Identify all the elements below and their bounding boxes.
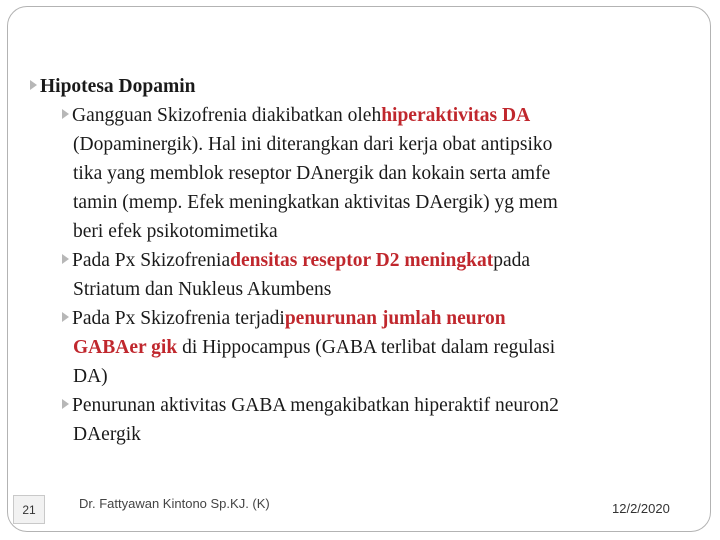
bullet-arrow-icon xyxy=(62,312,69,322)
footer-author: Dr. Fattyawan Kintono Sp.KJ. (K) xyxy=(79,496,270,511)
highlight-text: penurunan jumlah neuron xyxy=(284,308,506,329)
bullet-arrow-icon xyxy=(62,254,69,264)
highlight-text: hiperaktivitas DA xyxy=(381,105,531,126)
highlight-text: densitas reseptor D2 meningkat xyxy=(230,250,494,271)
bullet-1-line-2: (Dopaminergik). Hal ini diterangkan dari kerja obat antipsiko xyxy=(73,134,553,155)
bullet-4 xyxy=(30,391,700,420)
bullet-1-line-3: tika yang memblok reseptor DAnergik dan kokain serta amfe xyxy=(73,163,551,184)
bullet-3 xyxy=(30,304,700,333)
bullet-text: Pada Px Skizofrenia terjadi xyxy=(72,308,285,329)
footer-date: 12/2/2020 xyxy=(612,501,670,516)
bullet-1-line-5: beri efek psikotomimetika xyxy=(73,221,278,242)
bullet-text: Gangguan Skizofrenia diakibatkan oleh xyxy=(72,105,382,126)
bullet-4-line-2: DAergik xyxy=(73,424,141,445)
bullet-text: Penurunan aktivitas GABA mengakibatkan hiperaktif neuron2 xyxy=(72,395,559,416)
highlight-text: GABAer gik xyxy=(73,337,178,358)
bullet-1 xyxy=(30,101,700,130)
heading-line xyxy=(30,72,700,101)
bullet-3-line-2 xyxy=(30,333,700,362)
bullet-1-line-4: tamin (memp. Efek meningkatkan aktivitas DAergik) yg mem xyxy=(73,192,558,213)
heading: Hipotesa Dopamin xyxy=(40,76,196,97)
bullet-3-line-3: DA) xyxy=(73,366,108,387)
bullet-2-line-2: Striatum dan Nukleus Akumbens xyxy=(73,279,332,300)
bullet-2 xyxy=(30,246,700,275)
bullet-arrow-icon xyxy=(62,399,69,409)
bullet-arrow-icon xyxy=(30,80,37,90)
bullet-arrow-icon xyxy=(62,109,69,119)
slide-content xyxy=(30,72,700,449)
bullet-text: pada xyxy=(493,250,531,271)
bullet-text: Pada Px Skizofrenia xyxy=(72,250,231,271)
page-number: 21 xyxy=(13,495,45,524)
bullet-text: di Hippocampus (GABA terlibat dalam regulasi xyxy=(177,337,556,358)
